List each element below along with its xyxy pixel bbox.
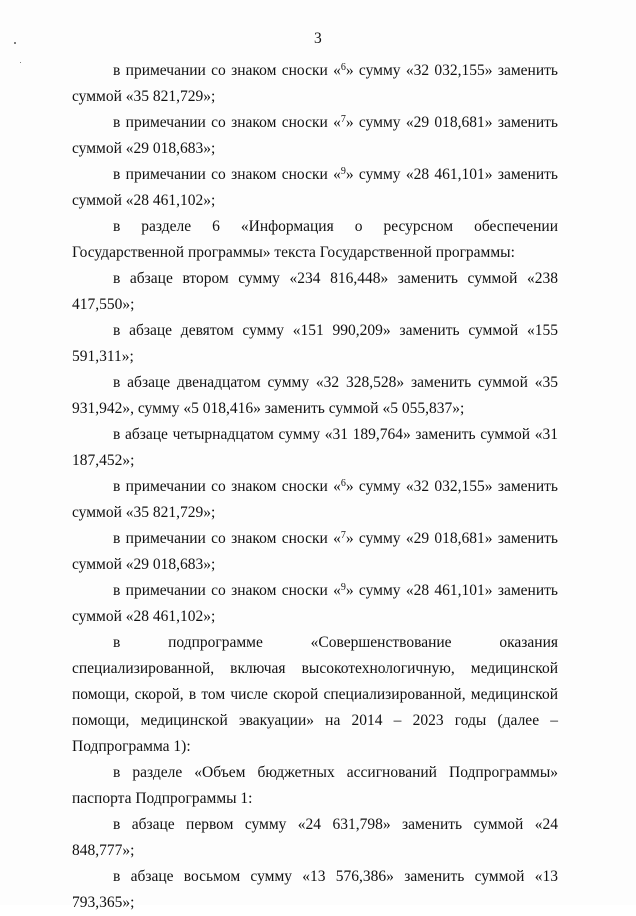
paragraph: в абзаце первом сумму «24 631,798» заменить суммой «24 848,777»; [72, 816, 558, 859]
paragraph: в примечании со знаком сноски «$^7$» сумму «29 018,681» заменить суммой «29 018,683»; [72, 114, 558, 157]
scan-speck [20, 62, 21, 63]
paragraph: в абзаце девятом сумму «151 990,209» заменить суммой «155 591,311»; [72, 322, 558, 365]
paragraph: в разделе «Объем бюджетных ассигнований Подпрограммы» паспорта Подпрограммы 1: [72, 764, 558, 807]
page-number: 3 [314, 30, 322, 47]
paragraph: в примечании со знаком сноски «$^9$» сумму «28 461,101» заменить суммой «28 461,102»; [72, 166, 558, 209]
paragraph: в примечании со знаком сноски «$^6$» сумму «32 032,155» заменить суммой «35 821,729»; [72, 478, 558, 521]
footnote-marker: 9 [340, 582, 346, 593]
footnote-marker: 6 [340, 478, 346, 489]
paragraph: в примечании со знаком сноски «$^7$» сумму «29 018,681» заменить суммой «29 018,683»; [72, 530, 558, 573]
paragraph: в разделе 6 «Информация о ресурсном обеспечении Государственной программы» текста Государственной программы: [72, 218, 558, 261]
paragraph: в примечании со знаком сноски «$^9$» сумму «28 461,101» заменить суммой «28 461,102»; [72, 582, 558, 625]
footnote-marker: 6 [340, 62, 346, 73]
paragraph: в абзаце втором сумму «234 816,448» заменить суммой «238 417,550»; [72, 270, 558, 313]
paragraph: в подпрограмме «Совершенствование оказания специализированной, включая высокотехнологичную, медицинской помощи, скорой, в том числе скорой специализированной, медицинской помощи, медицинской эвакуации» на 2014 – 2023 годы (далее – Подпрограмма 1): [72, 634, 558, 755]
footnote-marker: 7 [340, 114, 346, 125]
paragraph: в абзаце четырнадцатом сумму «31 189,764» заменить суммой «31 187,452»; [72, 426, 558, 469]
paragraph: в примечании со знаком сноски «$^6$» сумму «32 032,155» заменить суммой «35 821,729»; [72, 62, 558, 105]
footnote-marker: 9 [340, 166, 346, 177]
footnote-marker: 7 [340, 530, 346, 541]
paragraph: в абзаце двенадцатом сумму «32 328,528» заменить суммой «35 931,942», сумму «5 018,416» заменить суммой «5 055,837»; [72, 374, 558, 417]
paragraph: в абзаце восьмом сумму «13 576,386» заменить суммой «13 793,365»; [72, 868, 558, 911]
document-body [72, 58, 558, 916]
